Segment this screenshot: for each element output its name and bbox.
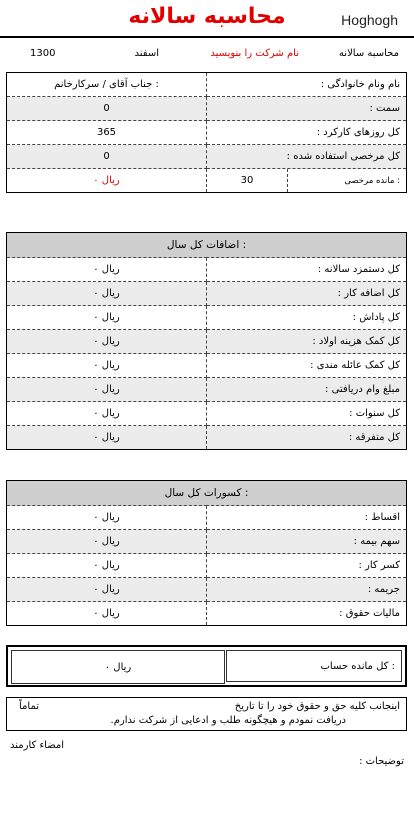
balance-box xyxy=(6,645,407,687)
deductions-value[interactable]: ریال ۰ xyxy=(7,578,207,602)
leave-used-value[interactable]: 0 xyxy=(7,145,207,169)
table-row xyxy=(7,330,407,354)
additions-label: کل دستمزد سالانه : xyxy=(207,258,407,282)
position-label: سمت : xyxy=(207,97,407,121)
additions-value[interactable]: ریال ۰ xyxy=(7,354,207,378)
additions-label: کل پاداش : xyxy=(207,306,407,330)
company-name-field[interactable]: نام شرکت را بنویسید xyxy=(210,48,299,59)
table-row xyxy=(7,578,407,602)
additions-label: کل متفرقه : xyxy=(207,426,407,450)
additions-label: کل کمک عائله مندی : xyxy=(207,354,407,378)
table-row xyxy=(7,73,407,97)
page-header xyxy=(0,0,414,40)
table-row xyxy=(7,306,407,330)
meta-row xyxy=(0,40,414,68)
additions-value[interactable]: ریال ۰ xyxy=(7,378,207,402)
table-row xyxy=(7,121,407,145)
deductions-value[interactable]: ریال ۰ xyxy=(7,506,207,530)
statement-line-1-end: تماماً xyxy=(19,701,40,712)
additions-value[interactable]: ریال ۰ xyxy=(7,330,207,354)
table-row xyxy=(7,402,407,426)
table-row xyxy=(7,258,407,282)
deductions-label: کسر کار : xyxy=(207,554,407,578)
deductions-value[interactable]: ریال ۰ xyxy=(7,602,207,626)
additions-table xyxy=(6,232,407,450)
additions-label: کل سنوات : xyxy=(207,402,407,426)
table-row xyxy=(7,282,407,306)
page-title: محاسبه سالانه xyxy=(128,4,286,29)
table-row xyxy=(7,506,407,530)
workdays-label: کل روزهای کارکرد : xyxy=(207,121,407,145)
table-row xyxy=(7,554,407,578)
additions-value[interactable]: ریال ۰ xyxy=(7,306,207,330)
leave-used-label: کل مرخصی استفاده شده : xyxy=(207,145,407,169)
deductions-label: جریمه : xyxy=(207,578,407,602)
additions-label: کل کمک هزینه اولاد : xyxy=(207,330,407,354)
name-value[interactable]: جناب آقای / سرکارخانم : xyxy=(7,73,207,97)
deductions-label: سهم بیمه : xyxy=(207,530,407,554)
name-label: نام ونام خانوادگی : xyxy=(207,73,407,97)
balance-label: کل مانده حساب : xyxy=(226,650,402,682)
additions-value[interactable]: ریال ۰ xyxy=(7,258,207,282)
deductions-label: مالیات حقوق : xyxy=(207,602,407,626)
deductions-table xyxy=(6,480,407,626)
table-row xyxy=(7,426,407,450)
deductions-label: اقساط : xyxy=(207,506,407,530)
table-row xyxy=(7,145,407,169)
statement-line-1: اینجانب کلیه حق و حقوق خود را تا تاریخ xyxy=(234,701,400,712)
additions-label: کل اضافه کار : xyxy=(207,282,407,306)
table-row xyxy=(7,602,407,626)
year-field[interactable]: 1300 xyxy=(30,48,56,59)
additions-value[interactable]: ریال ۰ xyxy=(7,282,207,306)
notes-label: توضیحات : xyxy=(359,756,404,767)
personal-table xyxy=(6,72,407,193)
leave-days[interactable]: 30 xyxy=(207,169,288,192)
header-rule xyxy=(0,36,414,38)
table-row xyxy=(7,169,407,193)
balance-value[interactable]: ریال ۰ xyxy=(11,650,225,684)
table-row xyxy=(7,378,407,402)
table-row xyxy=(7,97,407,121)
additions-title: اضافات کل سال : xyxy=(7,233,407,258)
additions-value[interactable]: ریال ۰ xyxy=(7,426,207,450)
leave-amount[interactable]: ریال ۰ xyxy=(93,175,120,186)
deductions-value[interactable]: ریال ۰ xyxy=(7,554,207,578)
deductions-title: کسورات کل سال : xyxy=(7,481,407,506)
leave-remaining-label: مانده مرخصی : xyxy=(344,175,400,186)
position-value[interactable]: 0 xyxy=(7,97,207,121)
additions-value[interactable]: ریال ۰ xyxy=(7,402,207,426)
meta-label: محاسبه سالانه xyxy=(338,48,399,59)
statement-box xyxy=(6,697,407,731)
month-field[interactable]: اسفند xyxy=(134,48,159,59)
deductions-value[interactable]: ریال ۰ xyxy=(7,530,207,554)
table-row xyxy=(7,530,407,554)
employee-signature-label: امضاء کارمند xyxy=(10,740,64,751)
additions-label: مبلغ وام دریافتی : xyxy=(207,378,407,402)
table-row xyxy=(7,354,407,378)
statement-line-2: دریافت نمودم و هیچگونه طلب و ادعایی از شرکت ندارم. xyxy=(110,715,346,726)
workdays-value[interactable]: 365 xyxy=(7,121,207,145)
brand-name: Hoghogh xyxy=(341,12,398,28)
